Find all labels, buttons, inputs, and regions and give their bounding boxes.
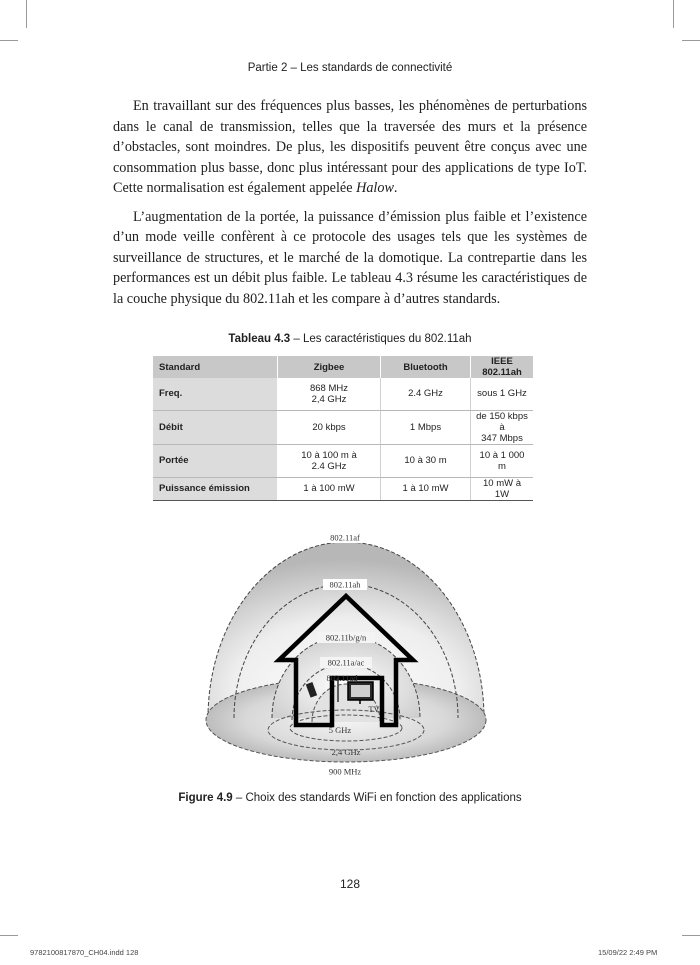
table-cell: 1 Mbps bbox=[381, 410, 471, 444]
comparison-table bbox=[153, 356, 533, 501]
svg-text:802.11ah: 802.11ah bbox=[329, 579, 361, 590]
crop-mark bbox=[682, 40, 700, 41]
label-802-11aac bbox=[320, 657, 372, 668]
table-cell: 868 MHz 2,4 GHz bbox=[278, 378, 381, 410]
label-802-11af bbox=[323, 532, 367, 543]
label-802-11ah bbox=[323, 579, 367, 590]
table-cell: de 150 kbps à 347 Mbps bbox=[471, 410, 534, 444]
slug-file: 9782100817870_CH04.indd 128 bbox=[30, 948, 139, 957]
label-802-11bgn bbox=[317, 632, 375, 643]
label-tv: TV bbox=[368, 704, 380, 714]
row-label: Freq. bbox=[153, 378, 278, 410]
running-head: Partie 2 – Les standards de connectivité bbox=[247, 62, 453, 74]
table-cell: sous 1 GHz bbox=[471, 378, 534, 410]
table-cell: 10 à 30 m bbox=[381, 444, 471, 477]
label-5ghz: 5 GHz bbox=[328, 725, 352, 735]
crop-mark bbox=[26, 0, 27, 28]
col-header: Standard bbox=[153, 356, 278, 378]
svg-text:802.11af: 802.11af bbox=[330, 532, 360, 543]
table-cell: 1 à 10 mW bbox=[381, 477, 471, 500]
crop-mark bbox=[682, 935, 700, 936]
table-row bbox=[153, 477, 533, 500]
wifi-range-diagram bbox=[188, 528, 510, 782]
table-caption: Tableau 4.3 – Les caractéristiques du 802.11ah bbox=[228, 333, 472, 345]
figure-caption: Figure 4.9 – Choix des standards WiFi en fonction des applications bbox=[178, 792, 522, 804]
col-header: Bluetooth bbox=[381, 356, 471, 378]
table-cell: 10 à 1 000 m bbox=[471, 444, 534, 477]
body-text bbox=[113, 96, 587, 317]
table-row bbox=[153, 378, 533, 410]
table-row bbox=[153, 444, 533, 477]
tv-screen bbox=[351, 685, 370, 697]
row-label: Puissance émission bbox=[153, 477, 278, 500]
table-cell: 10 mW à 1W bbox=[471, 477, 534, 500]
crop-mark bbox=[673, 0, 674, 28]
table-header-row bbox=[153, 356, 533, 378]
row-label: Débit bbox=[153, 410, 278, 444]
slug-date: 15/09/22 2:49 PM bbox=[598, 948, 658, 957]
table-row bbox=[153, 410, 533, 444]
svg-text:802.11a/ac: 802.11a/ac bbox=[327, 657, 365, 668]
svg-text:900 MHz: 900 MHz bbox=[328, 766, 362, 777]
table-cell: 1 à 100 mW bbox=[278, 477, 381, 500]
label-900mhz bbox=[322, 766, 368, 777]
table-cell: 20 kbps bbox=[278, 410, 381, 444]
col-header: Zigbee bbox=[278, 356, 381, 378]
paragraph-1: En travaillant sur des fréquences plus basses, les phénomènes de perturbations dans le canal de transmission, telles que la traversée des murs et la présence d’obstacles, sont moindres. De plus, les dispositifs peuvent être conçus avec une consommation plus basse, donc plus intéressant pour des applications de type IoT. Cette normalisation est également appelée Halow. bbox=[113, 98, 587, 196]
label-802-11ad: 802.11ad bbox=[326, 673, 358, 683]
page-number: 128 bbox=[339, 877, 361, 891]
table-cell: 2.4 GHz bbox=[381, 378, 471, 410]
label-2-4ghz: 2,4 GHz bbox=[331, 747, 361, 757]
svg-text:802.11b/g/n: 802.11b/g/n bbox=[325, 632, 367, 643]
paragraph-2: L’augmentation de la portée, la puissance d’émission plus faible et l’existence d’un mode veille confèrent à ce protocole des usages tels que les systèmes de surveillance de structures, et le marché de la domotique. La contrepartie dans les performances est un débit plus faible. Le tableau 4.3 résume les caractéristiques de la couche physique du 802.11ah et les compare à d’autres standards. bbox=[113, 208, 587, 307]
col-header: IEEE 802.11ah bbox=[471, 356, 534, 378]
row-label: Portée bbox=[153, 444, 278, 477]
halow-term: Halow bbox=[356, 180, 394, 196]
crop-mark bbox=[0, 40, 18, 41]
crop-mark bbox=[0, 935, 18, 936]
table-cell: 10 à 100 m à 2.4 GHz bbox=[278, 444, 381, 477]
